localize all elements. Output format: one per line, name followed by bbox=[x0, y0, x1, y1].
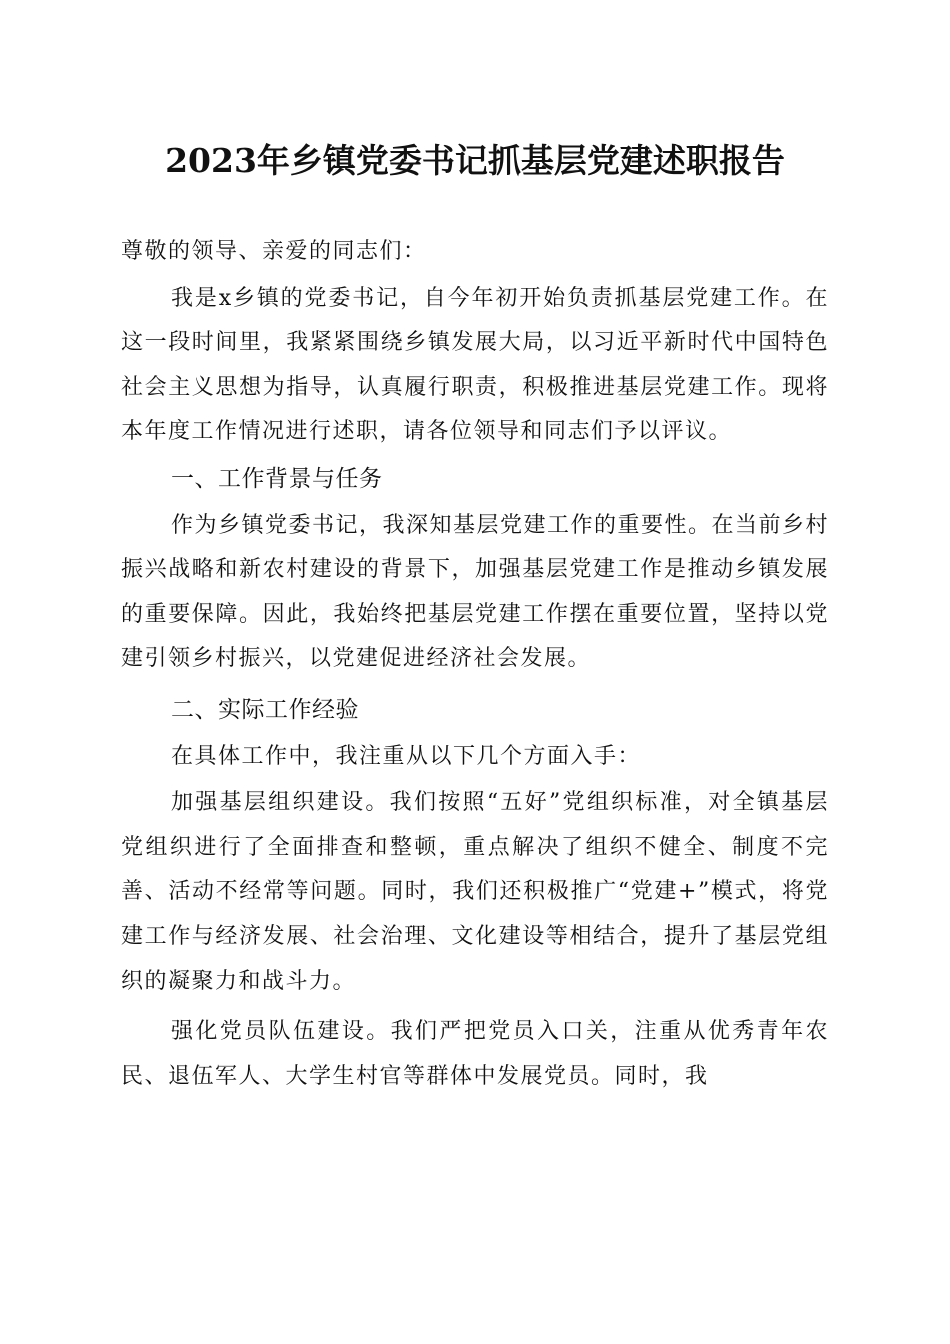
section-heading-2: 二、实际工作经验 bbox=[171, 696, 359, 723]
document-title: 2023年乡镇党委书记抓基层党建述职报告 bbox=[165, 141, 785, 180]
section-heading-1: 一、工作背景与任务 bbox=[171, 465, 383, 492]
section-1-paragraph: 作为乡镇党委书记，我深知基层党建工作的重要性。在当前乡村振兴战略和新农村建设的背景下，加强基层党建工作是推动乡镇发展的重要保障。因此，我始终把基层党建工作摆在重要位置，坚持以党建引领乡村振兴，以党建促进经济社会发展。 bbox=[121, 512, 830, 672]
salutation: 尊敬的领导、亲爱的同志们： bbox=[121, 239, 427, 264]
intro-paragraph: 我是x乡镇的党委书记，自今年初开始负责抓基层党建工作。在这一段时间里，我紧紧围绕乡镇发展大局，以习近平新时代中国特色社会主义思想为指导，认真履行职责，积极推进基层党建工作。现将本年度工作情况进行述职，请各位领导和同志们予以评议。 bbox=[121, 285, 829, 445]
section-2-item-2: 强化党员队伍建设。我们严把党员入口关，注重从优秀青年农民、退伍军人、大学生村官等群体中发展党员。同时，我 bbox=[121, 1019, 829, 1089]
section-2-item-1: 加强基层组织建设。我们按照“五好”党组织标准，对全镇基层党组织进行了全面排查和整顿，重点解决了组织不健全、制度不完善、活动不经常等问题。同时，我们还积极推广“党建+”模式，将党建工作与经济发展、社会治理、文化建设等相结合，提升了基层党组织的凝聚力和战斗力。 bbox=[121, 790, 829, 994]
section-2-intro: 在具体工作中，我注重从以下几个方面入手： bbox=[171, 743, 642, 769]
document-body bbox=[121, 230, 829, 1099]
